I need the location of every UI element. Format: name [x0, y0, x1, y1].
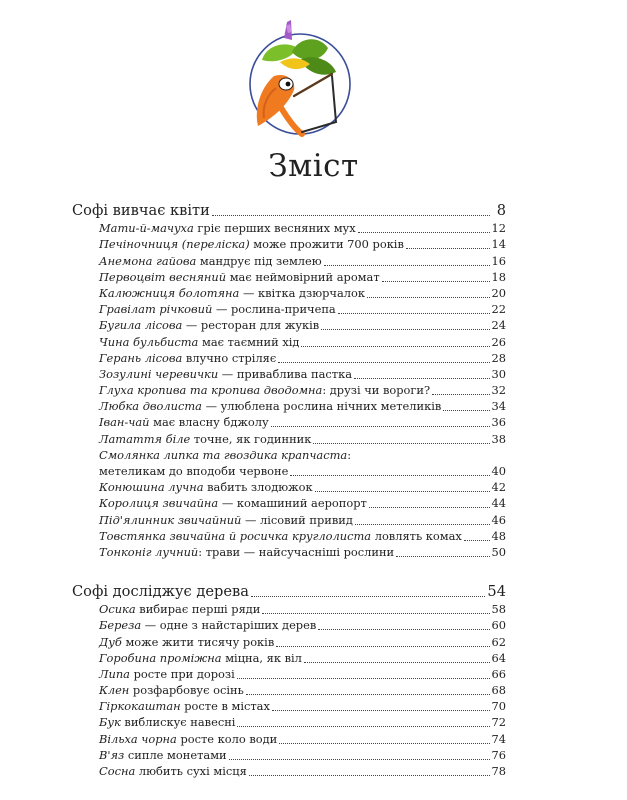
- entry-label: Горобина проміжна міцна, як віл: [99, 650, 302, 665]
- entry-species: Гіркокаштан: [99, 699, 181, 714]
- entry-species: Зозулині черевички: [99, 366, 219, 381]
- carrot-character-icon: [257, 74, 336, 134]
- page-number: 62: [491, 634, 506, 649]
- dot-leader: [464, 540, 490, 541]
- cover-illustration: [240, 18, 360, 142]
- entry-species: Дуб: [99, 634, 122, 649]
- dot-leader: [271, 426, 490, 427]
- entry-species: Бук: [99, 715, 121, 730]
- toc-entry[interactable]: [72, 301, 506, 317]
- page-number: 70: [491, 699, 506, 714]
- page-number: 28: [491, 350, 506, 365]
- entry-species: Анемона гайова: [99, 253, 197, 268]
- toc-entry[interactable]: [72, 398, 506, 414]
- dot-leader: [278, 362, 489, 363]
- entry-label: Товстянка звичайна й росичка круглолиста ловлять комах: [99, 528, 462, 543]
- entry-species: Смолянка липка та гвоздика крапчаста: [99, 447, 348, 462]
- dot-leader: [358, 232, 490, 233]
- entry-label: Осика вибирає перші ряди: [99, 602, 261, 617]
- toc-entry[interactable]: [72, 730, 506, 746]
- toc-entry[interactable]: [72, 220, 506, 236]
- entry-species: Іван-чай: [99, 415, 150, 430]
- toc-entry[interactable]: [72, 601, 506, 617]
- toc-entry[interactable]: [72, 698, 506, 714]
- entry-species: Любка дволиста: [99, 399, 202, 414]
- entry-label: Тонконіг лучний: трави — найсучасніші рослини: [99, 544, 395, 559]
- section-title: Софі досліджує дерева: [72, 582, 249, 600]
- dot-leader: [367, 297, 490, 298]
- page-number: 68: [491, 683, 506, 698]
- page-title: Зміст: [268, 148, 359, 184]
- entry-label: Дуб може жити тисячу років: [99, 634, 275, 649]
- entry-species: Вільха чорна: [99, 731, 177, 746]
- toc-entry[interactable]: [72, 285, 506, 301]
- section-heading[interactable]: [72, 201, 506, 220]
- dot-leader: [246, 694, 490, 695]
- page-number: 40: [491, 464, 506, 478]
- dot-leader: [321, 329, 489, 330]
- dot-leader: [212, 215, 490, 216]
- page-number: 12: [491, 221, 506, 236]
- entry-label: Клен розфарбовує осінь: [99, 683, 244, 698]
- entry-species: Мати-й-мачуха: [99, 221, 194, 236]
- dot-leader: [338, 313, 490, 314]
- toc-entry[interactable]: [72, 430, 506, 446]
- page-number: 20: [491, 285, 506, 300]
- dot-leader: [304, 662, 490, 663]
- page-number: 32: [491, 383, 506, 398]
- entry-label: Любка дволиста — улюблена рослина нічних метеликів: [99, 399, 442, 414]
- entry-label: Бук виблискує навесні: [99, 715, 236, 730]
- toc-entry[interactable]: [72, 633, 506, 649]
- toc-section: [72, 201, 506, 560]
- entry-label: Вільха чорна росте коло води: [99, 731, 278, 746]
- toc-entry[interactable]: [72, 511, 506, 527]
- page-number: 22: [491, 302, 506, 317]
- page-number: 34: [491, 399, 506, 414]
- toc-entry[interactable]: [72, 666, 506, 682]
- toc-entry[interactable]: [72, 269, 506, 285]
- entry-species: Горобина проміжна: [99, 650, 222, 665]
- entry-species: Герань лісова: [99, 350, 183, 365]
- page-number: 46: [491, 512, 506, 527]
- toc-entry[interactable]: [72, 252, 506, 268]
- entry-species: Калюжниця болотяна: [99, 285, 240, 300]
- entry-species: Чина бульбиста: [99, 334, 199, 349]
- entry-label: В'яз сипле монетами: [99, 747, 227, 762]
- entry-label: Зозулині черевички — приваблива пастка: [99, 366, 352, 381]
- toc-entry[interactable]: [72, 528, 506, 544]
- page-number: 42: [491, 480, 506, 495]
- dot-leader: [324, 265, 490, 266]
- page-number: 60: [491, 618, 506, 633]
- page-number: 14: [491, 237, 506, 252]
- toc-entry[interactable]: [72, 747, 506, 763]
- page-number: 48: [491, 528, 506, 543]
- dot-leader: [262, 613, 489, 614]
- dot-leader: [315, 491, 490, 492]
- page-number: 24: [491, 318, 506, 333]
- entry-species: Конюшина лучна: [99, 480, 204, 495]
- page-number: 72: [491, 715, 506, 730]
- entry-species: Товстянка звичайна й росичка круглолиста: [99, 528, 372, 543]
- entry-species: Гравілат річковий: [99, 302, 213, 317]
- toc-entry[interactable]: [72, 366, 506, 382]
- entry-label: Латаття біле точне, як годинник: [99, 431, 312, 446]
- entry-label: Печіночниця (переліска) може прожити 700 років: [99, 237, 404, 252]
- entry-label: Мати-й-мачуха гріє перших весняних мух: [99, 221, 356, 236]
- entry-species: Латаття біле: [99, 431, 191, 446]
- entry-label: Бугила лісова — ресторан для жуків: [99, 318, 320, 333]
- section-title: Софі вивчає квіти: [72, 202, 210, 219]
- entry-label: Королиця звичайна — комашиний аеропорт: [99, 496, 367, 511]
- dot-leader: [443, 410, 489, 411]
- dot-leader: [318, 629, 489, 630]
- toc-entry[interactable]: [72, 463, 506, 479]
- entry-species: Береза: [99, 618, 142, 633]
- entry-label: Калюжниця болотяна — квітка дзюрчалок: [99, 285, 365, 300]
- toc-entry[interactable]: [72, 650, 506, 666]
- entry-species: Бугила лісова: [99, 318, 183, 333]
- page-number: 50: [491, 544, 506, 559]
- entry-species: Глуха кропива та кропива дводомна: [99, 383, 323, 398]
- entry-species: Первоцвіт весняний: [99, 269, 227, 284]
- section-heading[interactable]: [72, 582, 506, 601]
- entry-label: Сосна любить сухі місця: [99, 764, 247, 778]
- page-number: 26: [491, 334, 506, 349]
- toc-entry[interactable]: [72, 317, 506, 333]
- page-number: 76: [491, 747, 506, 762]
- page-number: 58: [491, 602, 506, 617]
- entry-label: Чина бульбиста має таємний хід: [99, 334, 300, 349]
- page-number: 64: [491, 650, 506, 665]
- entry-label: Глуха кропива та кропива дводомна: друзі чи вороги?: [99, 383, 431, 398]
- page-number: 74: [491, 731, 506, 746]
- entry-label: Липа росте при дорозі: [99, 666, 235, 681]
- page-number: 78: [491, 764, 506, 778]
- entry-species: Королиця звичайна: [99, 496, 219, 511]
- page-number: 54: [487, 582, 506, 600]
- entry-label: Первоцвіт весняний має неймовірний аромат: [99, 269, 380, 284]
- dot-leader: [251, 596, 486, 597]
- table-of-contents: [72, 201, 506, 779]
- page-number: 18: [491, 269, 506, 284]
- toc-entry[interactable]: [72, 617, 506, 633]
- toc-entry[interactable]: [72, 382, 506, 398]
- toc-entry[interactable]: [72, 414, 506, 430]
- page-number: 44: [491, 496, 506, 511]
- entry-species: Під'ялинник звичайний: [99, 512, 242, 527]
- dot-leader: [237, 678, 490, 679]
- dot-leader: [354, 378, 490, 379]
- entry-label: Анемона гайова мандрує під землею: [99, 253, 322, 268]
- entry-label: Конюшина лучна вабить злодюжок: [99, 480, 313, 495]
- dot-leader: [313, 443, 489, 444]
- dot-leader: [290, 475, 489, 476]
- dot-leader: [237, 726, 489, 727]
- entry-label: Під'ялинник звичайний — лісовий привид: [99, 512, 353, 527]
- dot-leader: [229, 759, 490, 760]
- toc-entry[interactable]: [72, 350, 506, 366]
- dot-leader: [279, 743, 489, 744]
- entry-label: Смолянка липка та гвоздика крапчаста:: [99, 447, 352, 462]
- entry-species: Сосна: [99, 764, 136, 778]
- toc-entry[interactable]: [72, 447, 506, 463]
- entry-species: Печіночниця (переліска): [99, 237, 250, 252]
- page-number: 16: [491, 253, 506, 268]
- dot-leader: [432, 394, 489, 395]
- entry-label: Герань лісова влучно стріляє: [99, 350, 277, 365]
- dot-leader: [396, 556, 489, 557]
- dot-leader: [301, 346, 489, 347]
- entry-species: В'яз: [99, 747, 125, 762]
- toc-entry[interactable]: [72, 763, 506, 779]
- toc-entry[interactable]: [72, 714, 506, 730]
- dot-leader: [272, 710, 490, 711]
- toc-section: [72, 582, 506, 779]
- entry-label: Гравілат річковий — рослина-причепа: [99, 302, 336, 317]
- page-number: 30: [491, 366, 506, 381]
- page-number: 66: [491, 666, 506, 681]
- page-number: 38: [491, 431, 506, 446]
- entry-label: Гіркокаштан росте в містах: [99, 699, 270, 714]
- page-number: 8: [496, 202, 506, 219]
- toc-entry[interactable]: [72, 479, 506, 495]
- entry-species: Липа: [99, 666, 130, 681]
- entry-species: Осика: [99, 602, 136, 617]
- dot-leader: [382, 281, 490, 282]
- toc-entry[interactable]: [72, 495, 506, 511]
- flower-hat-icon: [262, 20, 336, 75]
- toc-entry[interactable]: [72, 236, 506, 252]
- dot-leader: [355, 524, 490, 525]
- dot-leader: [249, 775, 490, 776]
- dot-leader: [406, 248, 490, 249]
- dot-leader: [276, 646, 489, 647]
- entry-label: Береза — одне з найстаріших дерев: [99, 618, 317, 633]
- entry-label: Іван-чай має власну бджолу: [99, 415, 269, 430]
- toc-entry[interactable]: [72, 544, 506, 560]
- page-number: 36: [491, 415, 506, 430]
- entry-species: Тонконіг лучний: [99, 544, 199, 559]
- entry-label: метеликам до вподоби червоне: [99, 464, 289, 478]
- toc-entry[interactable]: [72, 682, 506, 698]
- dot-leader: [369, 507, 490, 508]
- toc-entry[interactable]: [72, 333, 506, 349]
- entry-species: Клен: [99, 683, 130, 698]
